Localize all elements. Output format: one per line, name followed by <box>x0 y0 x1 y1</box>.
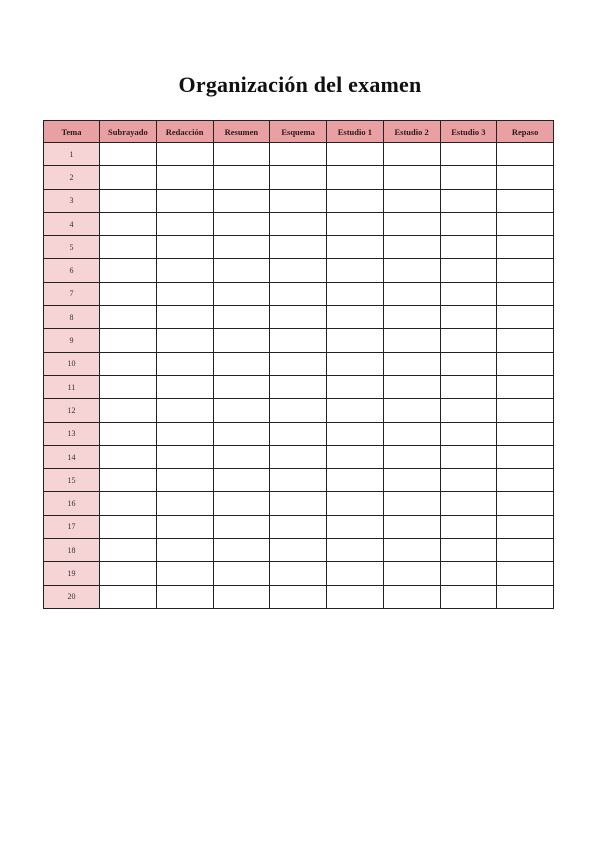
topic-number-cell: 11 <box>44 375 100 398</box>
empty-check-cell[interactable] <box>156 143 213 166</box>
topic-number-cell: 6 <box>44 259 100 282</box>
exam-planning-table <box>43 120 554 609</box>
empty-check-cell[interactable] <box>327 399 384 422</box>
empty-check-cell[interactable] <box>497 375 554 398</box>
table-body <box>44 143 554 609</box>
empty-check-cell[interactable] <box>497 399 554 422</box>
topic-number-cell: 18 <box>44 539 100 562</box>
empty-check-cell[interactable] <box>497 539 554 562</box>
empty-check-cell[interactable] <box>156 445 213 468</box>
empty-check-cell[interactable] <box>100 585 157 608</box>
empty-check-cell[interactable] <box>497 492 554 515</box>
empty-check-cell[interactable] <box>327 282 384 305</box>
table-row <box>44 329 554 352</box>
column-header-1: Subrayado <box>100 121 157 143</box>
empty-check-cell[interactable] <box>100 282 157 305</box>
empty-check-cell[interactable] <box>440 306 497 329</box>
empty-check-cell[interactable] <box>327 469 384 492</box>
table-row <box>44 352 554 375</box>
empty-check-cell[interactable] <box>213 375 270 398</box>
column-header-7: Estudio 3 <box>440 121 497 143</box>
topic-number-cell: 5 <box>44 236 100 259</box>
empty-check-cell[interactable] <box>497 282 554 305</box>
empty-check-cell[interactable] <box>213 282 270 305</box>
empty-check-cell[interactable] <box>497 212 554 235</box>
empty-check-cell[interactable] <box>100 375 157 398</box>
empty-check-cell[interactable] <box>100 212 157 235</box>
empty-check-cell[interactable] <box>270 189 327 212</box>
empty-check-cell[interactable] <box>156 585 213 608</box>
empty-check-cell[interactable] <box>213 352 270 375</box>
empty-check-cell[interactable] <box>156 236 213 259</box>
empty-check-cell[interactable] <box>383 306 440 329</box>
empty-check-cell[interactable] <box>383 445 440 468</box>
empty-check-cell[interactable] <box>270 212 327 235</box>
empty-check-cell[interactable] <box>383 562 440 585</box>
empty-check-cell[interactable] <box>270 329 327 352</box>
empty-check-cell[interactable] <box>327 492 384 515</box>
empty-check-cell[interactable] <box>327 422 384 445</box>
empty-check-cell[interactable] <box>156 422 213 445</box>
empty-check-cell[interactable] <box>383 143 440 166</box>
topic-number-cell: 14 <box>44 445 100 468</box>
empty-check-cell[interactable] <box>213 422 270 445</box>
empty-check-cell[interactable] <box>327 539 384 562</box>
table-row <box>44 306 554 329</box>
empty-check-cell[interactable] <box>497 445 554 468</box>
topic-number-cell: 1 <box>44 143 100 166</box>
empty-check-cell[interactable] <box>213 585 270 608</box>
table-row <box>44 399 554 422</box>
empty-check-cell[interactable] <box>383 399 440 422</box>
empty-check-cell[interactable] <box>497 422 554 445</box>
empty-check-cell[interactable] <box>497 236 554 259</box>
topic-number-cell: 7 <box>44 282 100 305</box>
empty-check-cell[interactable] <box>327 352 384 375</box>
table-row <box>44 143 554 166</box>
empty-check-cell[interactable] <box>156 539 213 562</box>
table-row <box>44 585 554 608</box>
topic-number-cell: 12 <box>44 399 100 422</box>
empty-check-cell[interactable] <box>100 562 157 585</box>
empty-check-cell[interactable] <box>156 329 213 352</box>
empty-check-cell[interactable] <box>100 492 157 515</box>
empty-check-cell[interactable] <box>156 562 213 585</box>
empty-check-cell[interactable] <box>440 445 497 468</box>
empty-check-cell[interactable] <box>383 212 440 235</box>
empty-check-cell[interactable] <box>213 236 270 259</box>
empty-check-cell[interactable] <box>270 515 327 538</box>
empty-check-cell[interactable] <box>213 539 270 562</box>
empty-check-cell[interactable] <box>327 329 384 352</box>
empty-check-cell[interactable] <box>156 352 213 375</box>
table-row <box>44 189 554 212</box>
empty-check-cell[interactable] <box>440 375 497 398</box>
empty-check-cell[interactable] <box>213 259 270 282</box>
column-header-2: Redacción <box>156 121 213 143</box>
table-row <box>44 539 554 562</box>
empty-check-cell[interactable] <box>270 259 327 282</box>
empty-check-cell[interactable] <box>383 189 440 212</box>
empty-check-cell[interactable] <box>270 375 327 398</box>
column-header-0: Tema <box>44 121 100 143</box>
table-row <box>44 445 554 468</box>
empty-check-cell[interactable] <box>270 399 327 422</box>
topic-number-cell: 2 <box>44 166 100 189</box>
topic-number-cell: 20 <box>44 585 100 608</box>
empty-check-cell[interactable] <box>383 166 440 189</box>
empty-check-cell[interactable] <box>100 399 157 422</box>
empty-check-cell[interactable] <box>270 422 327 445</box>
empty-check-cell[interactable] <box>440 422 497 445</box>
topic-number-cell: 3 <box>44 189 100 212</box>
empty-check-cell[interactable] <box>100 259 157 282</box>
empty-check-cell[interactable] <box>497 562 554 585</box>
empty-check-cell[interactable] <box>213 189 270 212</box>
empty-check-cell[interactable] <box>100 515 157 538</box>
empty-check-cell[interactable] <box>440 329 497 352</box>
table-row <box>44 212 554 235</box>
table-row <box>44 562 554 585</box>
empty-check-cell[interactable] <box>327 143 384 166</box>
table-row <box>44 236 554 259</box>
empty-check-cell[interactable] <box>327 445 384 468</box>
empty-check-cell[interactable] <box>383 259 440 282</box>
empty-check-cell[interactable] <box>213 469 270 492</box>
table-row <box>44 469 554 492</box>
empty-check-cell[interactable] <box>383 352 440 375</box>
empty-check-cell[interactable] <box>497 143 554 166</box>
empty-check-cell[interactable] <box>100 189 157 212</box>
empty-check-cell[interactable] <box>497 469 554 492</box>
empty-check-cell[interactable] <box>270 562 327 585</box>
empty-check-cell[interactable] <box>213 492 270 515</box>
empty-check-cell[interactable] <box>327 562 384 585</box>
empty-check-cell[interactable] <box>440 515 497 538</box>
empty-check-cell[interactable] <box>100 422 157 445</box>
topic-number-cell: 15 <box>44 469 100 492</box>
empty-check-cell[interactable] <box>497 259 554 282</box>
empty-check-cell[interactable] <box>383 585 440 608</box>
empty-check-cell[interactable] <box>100 143 157 166</box>
empty-check-cell[interactable] <box>440 259 497 282</box>
empty-check-cell[interactable] <box>156 469 213 492</box>
topic-number-cell: 17 <box>44 515 100 538</box>
empty-check-cell[interactable] <box>440 352 497 375</box>
empty-check-cell[interactable] <box>327 306 384 329</box>
empty-check-cell[interactable] <box>383 375 440 398</box>
page-title: Organización del examen <box>178 72 422 97</box>
empty-check-cell[interactable] <box>213 306 270 329</box>
empty-check-cell[interactable] <box>156 515 213 538</box>
empty-check-cell[interactable] <box>156 492 213 515</box>
empty-check-cell[interactable] <box>156 306 213 329</box>
empty-check-cell[interactable] <box>156 212 213 235</box>
empty-check-cell[interactable] <box>497 515 554 538</box>
empty-check-cell[interactable] <box>383 492 440 515</box>
empty-check-cell[interactable] <box>213 212 270 235</box>
empty-check-cell[interactable] <box>270 585 327 608</box>
empty-check-cell[interactable] <box>327 375 384 398</box>
empty-check-cell[interactable] <box>440 166 497 189</box>
empty-check-cell[interactable] <box>440 282 497 305</box>
empty-check-cell[interactable] <box>213 562 270 585</box>
empty-check-cell[interactable] <box>100 329 157 352</box>
empty-check-cell[interactable] <box>270 143 327 166</box>
empty-check-cell[interactable] <box>100 469 157 492</box>
column-header-5: Estudio 1 <box>327 121 384 143</box>
empty-check-cell[interactable] <box>497 352 554 375</box>
topic-number-cell: 9 <box>44 329 100 352</box>
empty-check-cell[interactable] <box>100 166 157 189</box>
table-row <box>44 375 554 398</box>
empty-check-cell[interactable] <box>383 282 440 305</box>
table-row <box>44 515 554 538</box>
empty-check-cell[interactable] <box>383 515 440 538</box>
empty-check-cell[interactable] <box>440 585 497 608</box>
empty-check-cell[interactable] <box>440 399 497 422</box>
empty-check-cell[interactable] <box>156 166 213 189</box>
table-row <box>44 282 554 305</box>
empty-check-cell[interactable] <box>440 492 497 515</box>
empty-check-cell[interactable] <box>270 352 327 375</box>
empty-check-cell[interactable] <box>270 306 327 329</box>
empty-check-cell[interactable] <box>270 539 327 562</box>
topic-number-cell: 13 <box>44 422 100 445</box>
empty-check-cell[interactable] <box>270 492 327 515</box>
topic-number-cell: 19 <box>44 562 100 585</box>
empty-check-cell[interactable] <box>497 306 554 329</box>
topic-number-cell: 4 <box>44 212 100 235</box>
empty-check-cell[interactable] <box>383 539 440 562</box>
empty-check-cell[interactable] <box>270 469 327 492</box>
empty-check-cell[interactable] <box>213 143 270 166</box>
empty-check-cell[interactable] <box>327 189 384 212</box>
empty-check-cell[interactable] <box>497 189 554 212</box>
empty-check-cell[interactable] <box>213 515 270 538</box>
empty-check-cell[interactable] <box>327 515 384 538</box>
table-row <box>44 259 554 282</box>
column-header-3: Resumen <box>213 121 270 143</box>
empty-check-cell[interactable] <box>440 562 497 585</box>
topic-number-cell: 8 <box>44 306 100 329</box>
column-header-8: Repaso <box>497 121 554 143</box>
empty-check-cell[interactable] <box>100 539 157 562</box>
table-row <box>44 422 554 445</box>
empty-check-cell[interactable] <box>327 212 384 235</box>
empty-check-cell[interactable] <box>100 445 157 468</box>
empty-check-cell[interactable] <box>156 399 213 422</box>
empty-check-cell[interactable] <box>383 422 440 445</box>
empty-check-cell[interactable] <box>327 259 384 282</box>
empty-check-cell[interactable] <box>440 539 497 562</box>
empty-check-cell[interactable] <box>213 166 270 189</box>
empty-check-cell[interactable] <box>270 282 327 305</box>
column-header-4: Esquema <box>270 121 327 143</box>
empty-check-cell[interactable] <box>440 143 497 166</box>
table-row <box>44 166 554 189</box>
empty-check-cell[interactable] <box>213 399 270 422</box>
empty-check-cell[interactable] <box>213 445 270 468</box>
topic-number-cell: 10 <box>44 352 100 375</box>
empty-check-cell[interactable] <box>383 329 440 352</box>
table-row <box>44 492 554 515</box>
empty-check-cell[interactable] <box>497 166 554 189</box>
topic-number-cell: 16 <box>44 492 100 515</box>
empty-check-cell[interactable] <box>100 352 157 375</box>
empty-check-cell[interactable] <box>440 189 497 212</box>
empty-check-cell[interactable] <box>440 212 497 235</box>
column-header-6: Estudio 2 <box>383 121 440 143</box>
empty-check-cell[interactable] <box>383 469 440 492</box>
empty-check-cell[interactable] <box>156 259 213 282</box>
empty-check-cell[interactable] <box>440 236 497 259</box>
table-header-row <box>44 121 554 143</box>
empty-check-cell[interactable] <box>156 189 213 212</box>
empty-check-cell[interactable] <box>497 329 554 352</box>
empty-check-cell[interactable] <box>270 236 327 259</box>
empty-check-cell[interactable] <box>213 329 270 352</box>
empty-check-cell[interactable] <box>100 236 157 259</box>
empty-check-cell[interactable] <box>156 282 213 305</box>
empty-check-cell[interactable] <box>270 166 327 189</box>
empty-check-cell[interactable] <box>497 585 554 608</box>
empty-check-cell[interactable] <box>327 166 384 189</box>
empty-check-cell[interactable] <box>100 306 157 329</box>
empty-check-cell[interactable] <box>440 469 497 492</box>
empty-check-cell[interactable] <box>156 375 213 398</box>
empty-check-cell[interactable] <box>383 236 440 259</box>
empty-check-cell[interactable] <box>327 585 384 608</box>
empty-check-cell[interactable] <box>327 236 384 259</box>
empty-check-cell[interactable] <box>270 445 327 468</box>
